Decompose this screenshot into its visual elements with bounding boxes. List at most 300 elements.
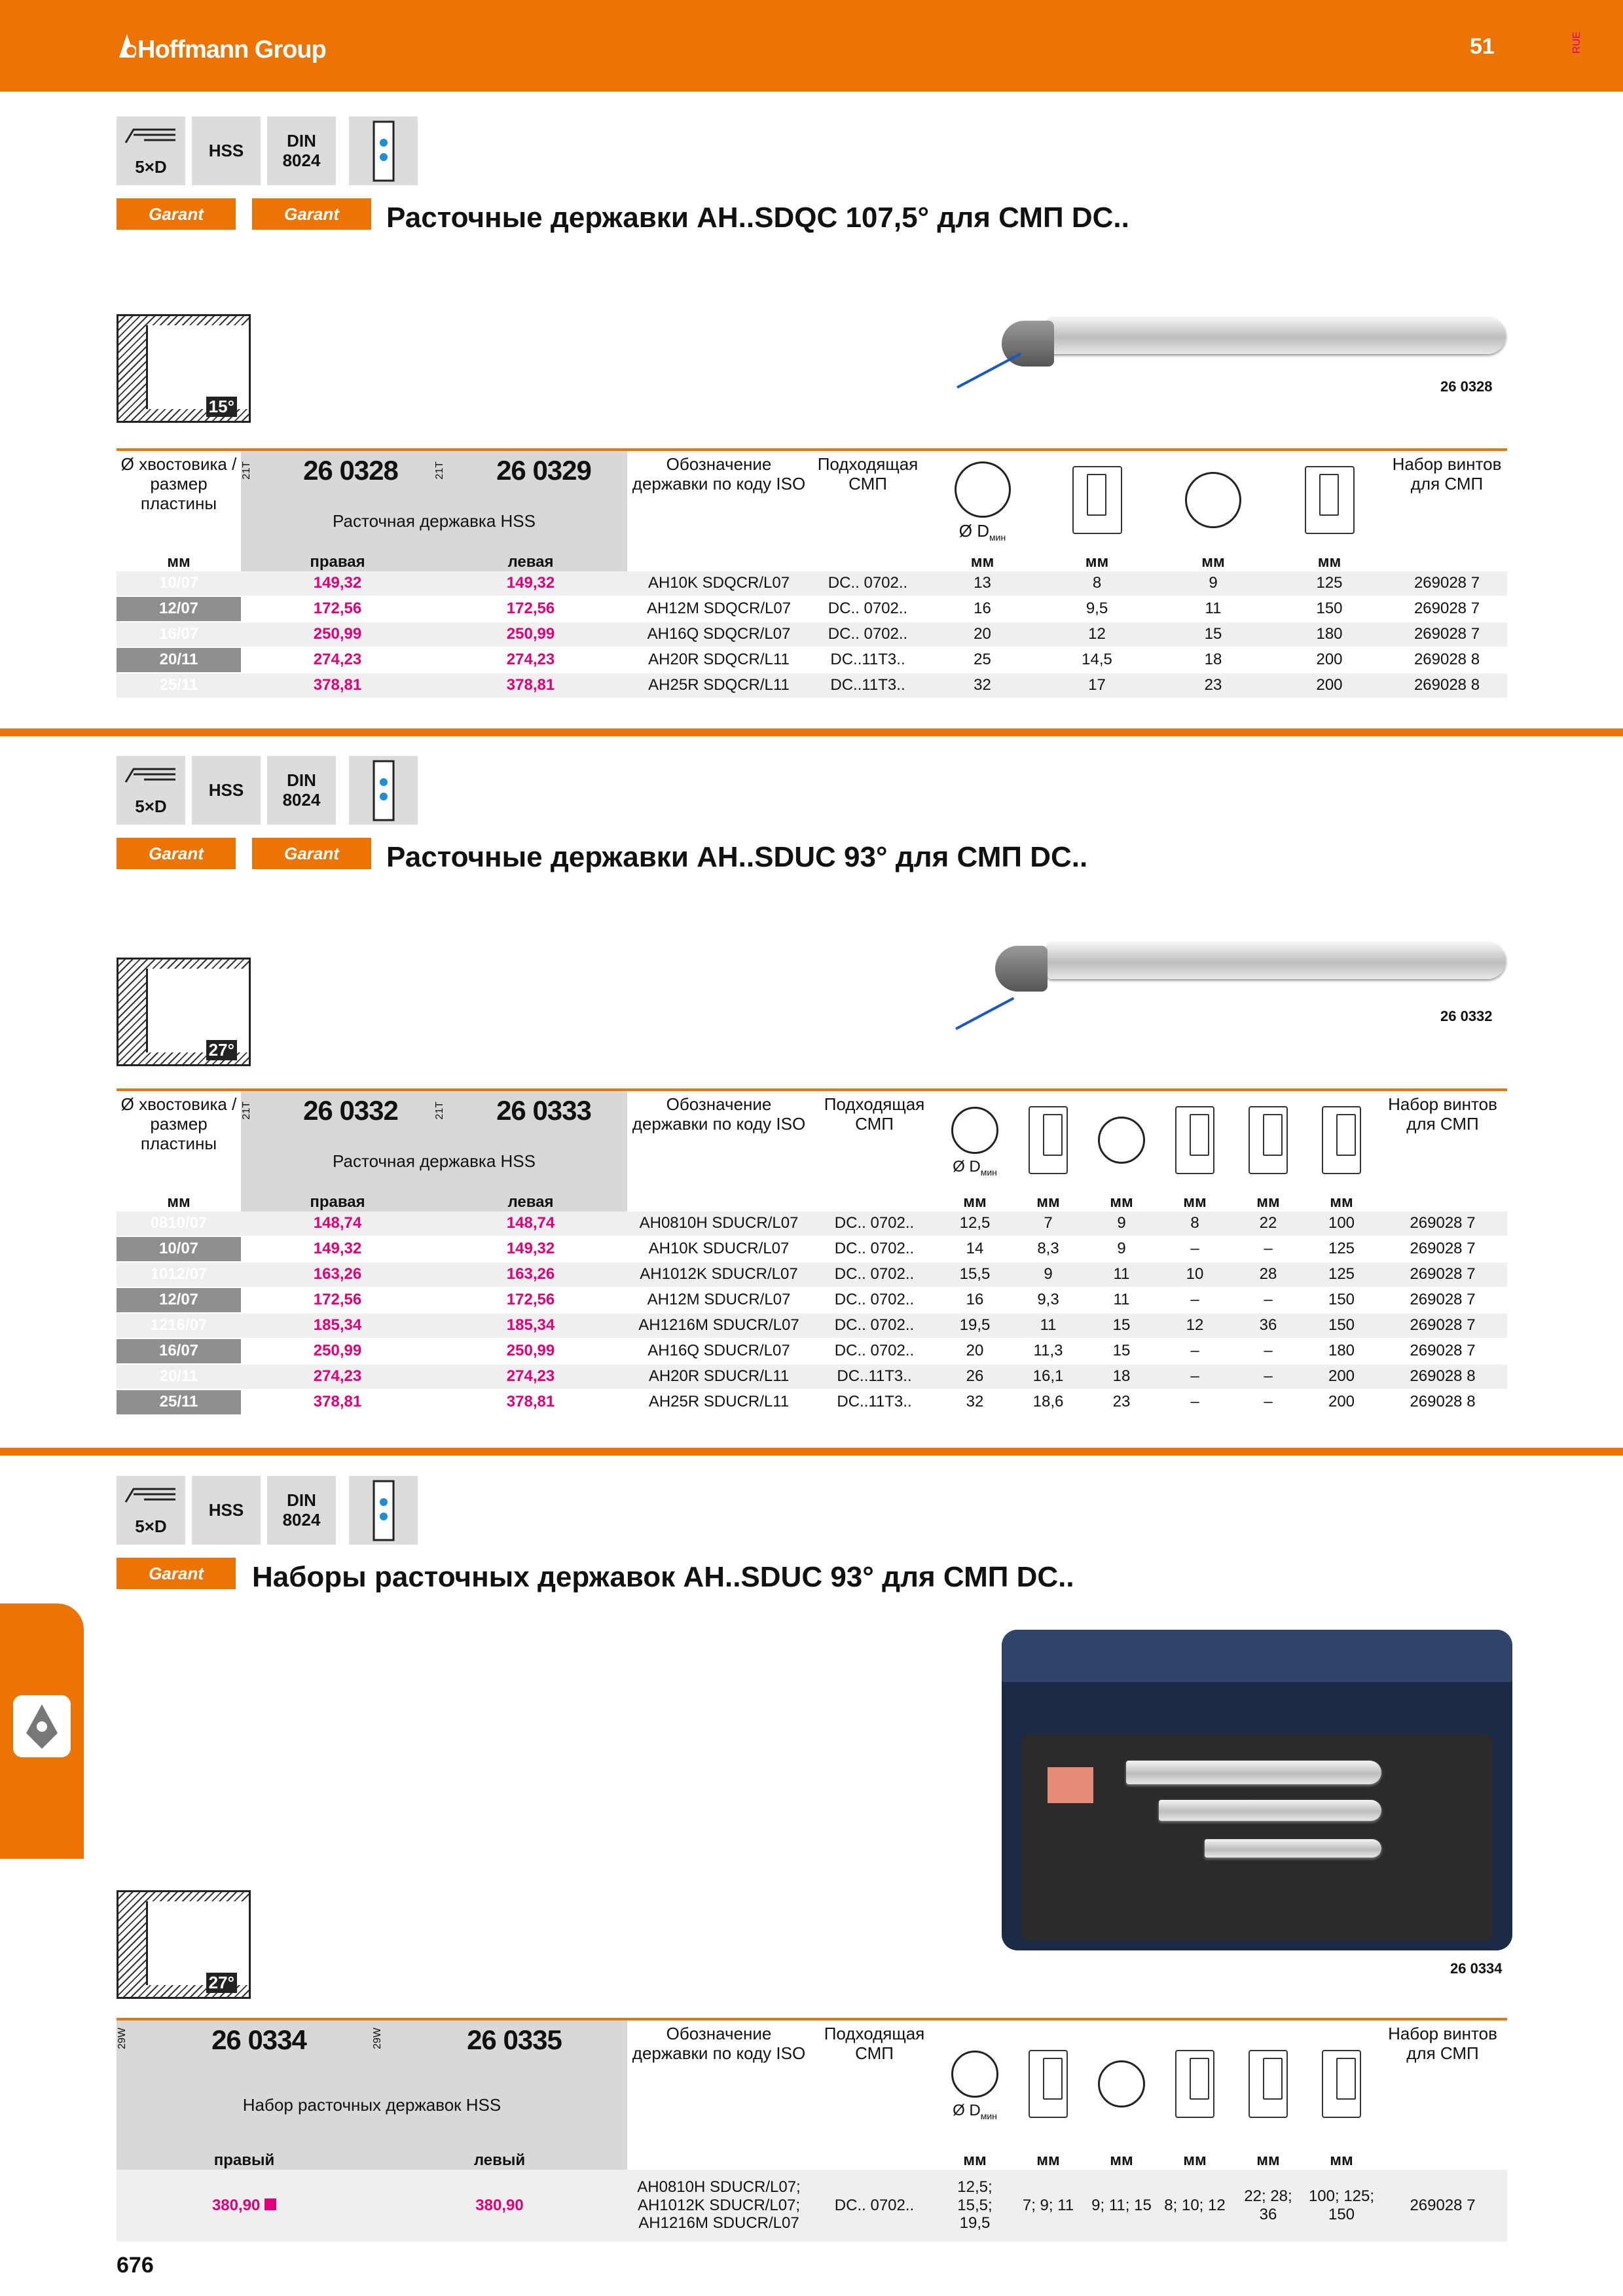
table-row: [117, 673, 1507, 698]
table-cell: 14,5: [1040, 647, 1154, 673]
size-cell: 20/11: [117, 647, 241, 673]
table-cell: 200: [1305, 1364, 1378, 1390]
table-cell: 8,3: [1012, 1236, 1085, 1262]
angle-label: 15°: [206, 397, 237, 417]
size-cell: 10/07: [117, 571, 241, 596]
table-cell: AH20R SDQCR/L11: [627, 647, 811, 673]
garant-logo: Garant: [117, 1558, 236, 1589]
bore-diameter-icon: [1098, 1117, 1145, 1164]
dmin-icon: [951, 1107, 998, 1154]
unit: мм: [1201, 553, 1225, 571]
tag: 29W: [117, 2027, 128, 2049]
toolset-bar: [1126, 1761, 1381, 1784]
tag: 21T: [434, 1102, 445, 1120]
table-cell: AH0810H SDUCR/L07: [627, 1211, 811, 1236]
table-cell: DC.. 0702..: [811, 1262, 938, 1287]
depth-label: 5×D: [135, 1516, 167, 1536]
table-cell: 7: [1012, 1211, 1085, 1236]
table-cell: 18: [1154, 647, 1272, 673]
size-cell: 1012/07: [117, 1262, 241, 1287]
min-bore-icon: [1175, 2050, 1214, 2118]
table-cell: AH20R SDUCR/L11: [627, 1364, 811, 1390]
dmin-icon: [951, 2051, 998, 2098]
depth-badge: [117, 117, 185, 185]
chapter-tool-icon: [13, 1695, 71, 1757]
size-cell: 25/11: [117, 673, 241, 698]
tool-length-icon: [1322, 1106, 1361, 1174]
size-cell: 12/07: [117, 1287, 241, 1313]
size-cell: 16/07: [117, 1338, 241, 1364]
insert-type: DC.. 0702..: [811, 2170, 938, 2242]
depth-label: 5×D: [135, 797, 167, 816]
table-cell: 269028 8: [1387, 673, 1507, 698]
table-cell: 26: [938, 1364, 1012, 1390]
table-cell: 20: [938, 1338, 1012, 1364]
footer-page-number: 676: [117, 2253, 154, 2278]
table-cell: AH25R SDUCR/L11: [627, 1390, 811, 1415]
unit: правая: [241, 553, 434, 571]
overhang-value: 22; 28; 36: [1231, 2170, 1305, 2242]
unit: мм: [1036, 1193, 1060, 1211]
table-cell: DC.. 0702..: [811, 571, 925, 596]
iso-code: AH0810H SDUCR/L07; AH1012K SDUCR/L07; AH1216M SDUCR/L07: [627, 2170, 811, 2242]
table-cell: 150: [1272, 596, 1387, 622]
coolant-badge: [349, 117, 418, 185]
overhang-icon: [1249, 1106, 1288, 1174]
dmin-value: 12,5; 15,5; 19,5: [938, 2170, 1012, 2242]
stock-marker-icon: [264, 2198, 276, 2210]
coolant-badge: [349, 1476, 418, 1545]
col-header-screws: Набор винтов для СМП: [1388, 2024, 1497, 2063]
price-cell: 378,81: [434, 1390, 627, 1415]
subheader: Расточная державка HSS: [241, 490, 627, 553]
table-cell: 23: [1154, 673, 1272, 698]
dmin-label: Ø D: [953, 2102, 981, 2120]
table-cell: –: [1231, 1364, 1305, 1390]
table-row: [117, 1287, 1507, 1313]
dim-value: 7; 9; 11: [1012, 2170, 1085, 2242]
table-cell: 269028 8: [1378, 1364, 1507, 1390]
table-cell: –: [1158, 1236, 1231, 1262]
unit: левая: [434, 553, 627, 571]
size-cell: 12/07: [117, 596, 241, 622]
price-cell: 250,99: [434, 1338, 627, 1364]
catalog-code: 26 0332: [303, 1094, 398, 1126]
product-table: [117, 2018, 1507, 2242]
table-cell: 16: [925, 596, 1040, 622]
table-cell: AH25R SDQCR/L11: [627, 673, 811, 698]
section-divider: [0, 728, 1623, 736]
table-cell: 28: [1231, 1262, 1305, 1287]
tool-head-image: [995, 946, 1048, 992]
catalog-code: 26 0328: [303, 454, 398, 486]
table-cell: 269028 8: [1387, 647, 1507, 673]
table-cell: 17: [1040, 673, 1154, 698]
price-cell: 163,26: [434, 1262, 627, 1287]
dmin-sub: мин: [980, 2111, 997, 2122]
bore-diameter-icon: [1098, 2060, 1145, 2108]
table-cell: 13: [925, 571, 1040, 596]
table-cell: –: [1231, 1236, 1305, 1262]
unit: мм: [1183, 2151, 1207, 2169]
unit: мм: [963, 2151, 987, 2169]
catalog-code: 26 0335: [467, 2024, 562, 2055]
unit: мм: [1085, 553, 1109, 571]
coolant-icon: [349, 756, 418, 825]
length-column-header: [1305, 1090, 1378, 1193]
table-cell: 180: [1305, 1338, 1378, 1364]
price-cell: 172,56: [434, 596, 627, 622]
screw-set-value: 269028 7: [1378, 2170, 1507, 2242]
boring-bar-icon: [124, 1485, 177, 1505]
bore-column-header: [1085, 1090, 1158, 1193]
price-cell: 185,34: [241, 1313, 434, 1338]
table-cell: 20: [925, 622, 1040, 647]
table-cell: 200: [1272, 647, 1387, 673]
table-cell: DC..11T3..: [811, 647, 925, 673]
table-row: [117, 1211, 1507, 1236]
price-cell: 378,81: [241, 1390, 434, 1415]
catalog-code: 26 0333: [496, 1094, 591, 1126]
unit: мм: [1256, 1193, 1280, 1211]
catalog-code: 26 0329: [496, 454, 591, 486]
table-row: [117, 1313, 1507, 1338]
table-cell: 11: [1085, 1287, 1158, 1313]
table-cell: DC.. 0702..: [811, 1236, 938, 1262]
dimension-column-header: [1040, 450, 1154, 553]
dmin-sub: мин: [980, 1167, 997, 1178]
min-bore-icon: [1175, 1106, 1214, 1174]
table-cell: 125: [1272, 571, 1387, 596]
section-title: Расточные державки AH..SDUC 93° для СМП DC..: [386, 841, 1088, 873]
table-row: [117, 1364, 1507, 1390]
price-cell: 185,34: [434, 1313, 627, 1338]
table-cell: DC..11T3..: [811, 1390, 938, 1415]
table-cell: 9: [1154, 571, 1272, 596]
table-cell: 11: [1012, 1313, 1085, 1338]
table-cell: 18,6: [1012, 1390, 1085, 1415]
table-cell: 11,3: [1012, 1338, 1085, 1364]
min-bore-column-header: [1158, 2019, 1231, 2151]
table-cell: 10: [1158, 1262, 1231, 1287]
length-value: 100; 125; 150: [1305, 2170, 1378, 2242]
table-cell: 100: [1305, 1211, 1378, 1236]
col-header-insert: Подходящая СМП: [824, 2024, 925, 2063]
section-title: Расточные державки AH..SDQC 107,5° для СМП DC..: [386, 202, 1129, 234]
min-bore-value: 8; 10; 12: [1158, 2170, 1231, 2242]
table-cell: AH10K SDQCR/L07: [627, 571, 811, 596]
table-body: [117, 571, 1507, 698]
unit: мм: [1330, 1193, 1353, 1211]
bore-value: 9; 11; 15: [1085, 2170, 1158, 2242]
table-cell: AH16Q SDUCR/L07: [627, 1338, 811, 1364]
price-cell: 172,56: [241, 596, 434, 622]
direction-arrow: [955, 997, 1014, 1030]
depth-badge: [117, 756, 185, 825]
section-title: Наборы расточных державок AH..SDUC 93° для СМП DC..: [252, 1561, 1074, 1593]
unit: мм: [963, 1193, 987, 1211]
price-cell: 274,23: [241, 1364, 434, 1390]
price-cell: 378,81: [241, 673, 434, 698]
dmin-sub: мин: [989, 532, 1006, 543]
table-cell: 269028 7: [1378, 1338, 1507, 1364]
table-cell: 269028 7: [1378, 1211, 1507, 1236]
toolset-case-lid: [1002, 1630, 1512, 1682]
table-cell: DC.. 0702..: [811, 1338, 938, 1364]
table-cell: 269028 7: [1378, 1236, 1507, 1262]
tool-code-label: 26 0334: [1450, 1960, 1503, 1977]
din-badge: DIN 8024: [267, 756, 336, 825]
price-cell: 163,26: [241, 1262, 434, 1287]
table-cell: 8: [1040, 571, 1154, 596]
col-header-iso: Обозначение державки по коду ISO: [632, 454, 806, 493]
table-cell: DC.. 0702..: [811, 596, 925, 622]
table-cell: AH16Q SDQCR/L07: [627, 622, 811, 647]
catalog-code: 26 0334: [211, 2024, 306, 2055]
min-bore-column-header: [1158, 1090, 1231, 1193]
price-cell: 274,23: [241, 647, 434, 673]
table-cell: –: [1158, 1390, 1231, 1415]
angle-label: 27°: [206, 1973, 237, 1993]
boring-bar-icon: [124, 765, 177, 785]
dmin-column-header: [938, 2019, 1012, 2151]
dmin-column-header: [925, 450, 1040, 553]
col-header-insert: Подходящая СМП: [824, 1094, 925, 1134]
unit: мм: [970, 553, 994, 571]
tool-length-icon: [1305, 466, 1355, 534]
price-cell: 274,23: [434, 1364, 627, 1390]
table-cell: 36: [1231, 1313, 1305, 1338]
table-cell: AH12M SDQCR/L07: [627, 596, 811, 622]
table-row: [117, 596, 1507, 622]
table-cell: 269028 7: [1387, 622, 1507, 647]
table-cell: 269028 8: [1378, 1390, 1507, 1415]
table-row: [117, 2170, 1507, 2242]
price-cell: 172,56: [434, 1287, 627, 1313]
table-cell: –: [1231, 1390, 1305, 1415]
depth-badge: [117, 1476, 185, 1545]
material-badge: HSS: [192, 756, 261, 825]
boring-bar-icon: [124, 126, 177, 145]
din-badge: DIN 8024: [267, 1476, 336, 1545]
section-divider: [0, 1448, 1623, 1456]
table-cell: AH1012K SDUCR/L07: [627, 1262, 811, 1287]
table-cell: –: [1231, 1287, 1305, 1313]
table-cell: 269028 7: [1378, 1262, 1507, 1287]
table-row: [117, 1390, 1507, 1415]
coolant-icon: [349, 1476, 418, 1545]
toolset-bar: [1159, 1800, 1381, 1821]
tool-dimension-icon: [1072, 466, 1122, 534]
size-cell: 0810/07: [117, 1211, 241, 1236]
size-cell: 16/07: [117, 622, 241, 647]
bore-column-header: [1154, 450, 1272, 553]
overhang-icon: [1249, 2050, 1288, 2118]
table-cell: AH12M SDUCR/L07: [627, 1287, 811, 1313]
table-cell: 9,5: [1040, 596, 1154, 622]
tag: 21T: [241, 461, 252, 480]
unit: мм: [1183, 1193, 1207, 1211]
angle-label: 27°: [206, 1040, 237, 1060]
toolset-bar: [1205, 1839, 1381, 1857]
price-left: 380,90: [372, 2170, 627, 2242]
col-header-screws: Набор винтов для СМП: [1388, 1094, 1497, 1134]
product-table: [117, 448, 1507, 699]
tool-image: [1048, 942, 1506, 979]
dmin-label: Ø D: [958, 521, 990, 541]
unit: мм: [1330, 2151, 1353, 2169]
price-cell: 378,81: [434, 673, 627, 698]
table-cell: 125: [1305, 1236, 1378, 1262]
table-cell: 15: [1154, 622, 1272, 647]
garant-logo: Garant: [117, 198, 236, 230]
col-header-screws: Набор винтов для СМП: [1392, 454, 1502, 493]
garant-logo: Garant: [252, 838, 371, 869]
table-cell: 9,3: [1012, 1287, 1085, 1313]
table-cell: AH10K SDUCR/L07: [627, 1236, 811, 1262]
table-cell: 200: [1272, 673, 1387, 698]
unit: мм: [1036, 2151, 1060, 2169]
col-header-shank: Ø хвостовика / размер пластины: [120, 454, 237, 513]
table-cell: 150: [1305, 1287, 1378, 1313]
garant-logo: Garant: [252, 198, 371, 230]
table-cell: 19,5: [938, 1313, 1012, 1338]
unit: мм: [167, 553, 191, 571]
table-cell: –: [1158, 1364, 1231, 1390]
table-cell: 180: [1272, 622, 1387, 647]
table-cell: 11: [1154, 596, 1272, 622]
table-cell: 32: [925, 673, 1040, 698]
table-cell: 12: [1158, 1313, 1231, 1338]
table-row: [117, 1262, 1507, 1287]
table-cell: 150: [1305, 1313, 1378, 1338]
table-cell: 23: [1085, 1390, 1158, 1415]
tool-image: [1048, 317, 1506, 354]
dmin-label: Ø D: [953, 1158, 981, 1176]
price-cell: 149,32: [434, 571, 627, 596]
dimension-column-header: [1012, 1090, 1085, 1193]
depth-label: 5×D: [135, 157, 167, 177]
table-cell: 125: [1305, 1262, 1378, 1287]
material-badge: HSS: [192, 1476, 261, 1545]
unit: мм: [1110, 2151, 1133, 2169]
size-cell: 10/07: [117, 1236, 241, 1262]
table-cell: 25: [925, 647, 1040, 673]
table-row: [117, 647, 1507, 673]
unit: мм: [1317, 553, 1341, 571]
table-cell: 32: [938, 1390, 1012, 1415]
table-cell: 15: [1085, 1338, 1158, 1364]
unit: мм: [167, 1193, 191, 1211]
table-cell: 16: [938, 1287, 1012, 1313]
bore-column-header: [1085, 2019, 1158, 2151]
tool-dimension-icon: [1029, 2050, 1068, 2118]
table-cell: 9: [1012, 1262, 1085, 1287]
overhang-column-header: [1231, 2019, 1305, 2151]
size-cell: 25/11: [117, 1390, 241, 1415]
subheader: Набор расточных державок HSS: [117, 2060, 627, 2151]
size-cell: 20/11: [117, 1364, 241, 1390]
price-cell: 250,99: [434, 622, 627, 647]
table-cell: 9: [1085, 1236, 1158, 1262]
coolant-badge: [349, 756, 418, 825]
table-cell: 12: [1040, 622, 1154, 647]
table-cell: 15: [1085, 1313, 1158, 1338]
table-row: [117, 622, 1507, 647]
price-cell: 149,32: [241, 1236, 434, 1262]
unit: левый: [372, 2151, 627, 2170]
unit: правая: [241, 1193, 434, 1211]
table-cell: DC..11T3..: [811, 673, 925, 698]
table-cell: 16,1: [1012, 1364, 1085, 1390]
table-cell: –: [1158, 1338, 1231, 1364]
table-cell: DC.. 0702..: [811, 622, 925, 647]
price-cell: 172,56: [241, 1287, 434, 1313]
col-header-iso: Обозначение державки по коду ISO: [632, 1094, 806, 1134]
col-header-insert: Подходящая СМП: [817, 454, 919, 493]
tag: 21T: [434, 461, 445, 480]
table-cell: 22: [1231, 1211, 1305, 1236]
table-cell: 14: [938, 1236, 1012, 1262]
dmin-column-header: [938, 1090, 1012, 1193]
language-code: RUE: [1571, 31, 1582, 54]
price-cell: 250,99: [241, 622, 434, 647]
page-number: 51: [1470, 34, 1495, 59]
table-cell: 269028 7: [1378, 1287, 1507, 1313]
tag: 29W: [372, 2027, 383, 2049]
torx-key-image: [1048, 1767, 1093, 1803]
size-cell: 1216/07: [117, 1313, 241, 1338]
brand-name: Hoffmann Group: [137, 36, 326, 63]
tool-dimension-icon: [1029, 1106, 1068, 1174]
table-cell: 12,5: [938, 1211, 1012, 1236]
machining-diagram: [117, 1890, 251, 1999]
table-cell: 11: [1085, 1262, 1158, 1287]
table-cell: 269028 7: [1387, 571, 1507, 596]
table-cell: 8: [1158, 1211, 1231, 1236]
price-cell: 148,74: [434, 1211, 627, 1236]
dmin-icon: [955, 461, 1011, 518]
length-column-header: [1305, 2019, 1378, 2151]
dimension-column-header: [1012, 2019, 1085, 2151]
unit: мм: [1256, 2151, 1280, 2169]
table-cell: DC.. 0702..: [811, 1313, 938, 1338]
length-column-header: [1272, 450, 1387, 553]
table-row: [117, 1236, 1507, 1262]
price-cell: 149,32: [241, 571, 434, 596]
subheader: Расточная державка HSS: [241, 1130, 627, 1193]
price-cell: 250,99: [241, 1338, 434, 1364]
bore-diameter-icon: [1185, 472, 1241, 528]
table-body: [117, 1211, 1507, 1415]
coolant-icon: [349, 117, 418, 185]
tool-code-label: 26 0328: [1440, 378, 1493, 395]
unit: мм: [1110, 1193, 1133, 1211]
garant-logo: Garant: [117, 838, 236, 869]
table-cell: 200: [1305, 1390, 1378, 1415]
hoffmann-logo-icon: [117, 31, 136, 60]
table-cell: –: [1158, 1287, 1231, 1313]
product-table: [117, 1088, 1507, 1416]
machining-diagram: [117, 314, 251, 423]
table-cell: 269028 7: [1387, 596, 1507, 622]
table-row: [117, 1338, 1507, 1364]
col-header-iso: Обозначение державки по коду ISO: [632, 2024, 806, 2063]
table-cell: DC..11T3..: [811, 1364, 938, 1390]
unit: правый: [117, 2151, 372, 2170]
unit: левая: [434, 1193, 627, 1211]
price-right: 380,90: [211, 2196, 261, 2214]
